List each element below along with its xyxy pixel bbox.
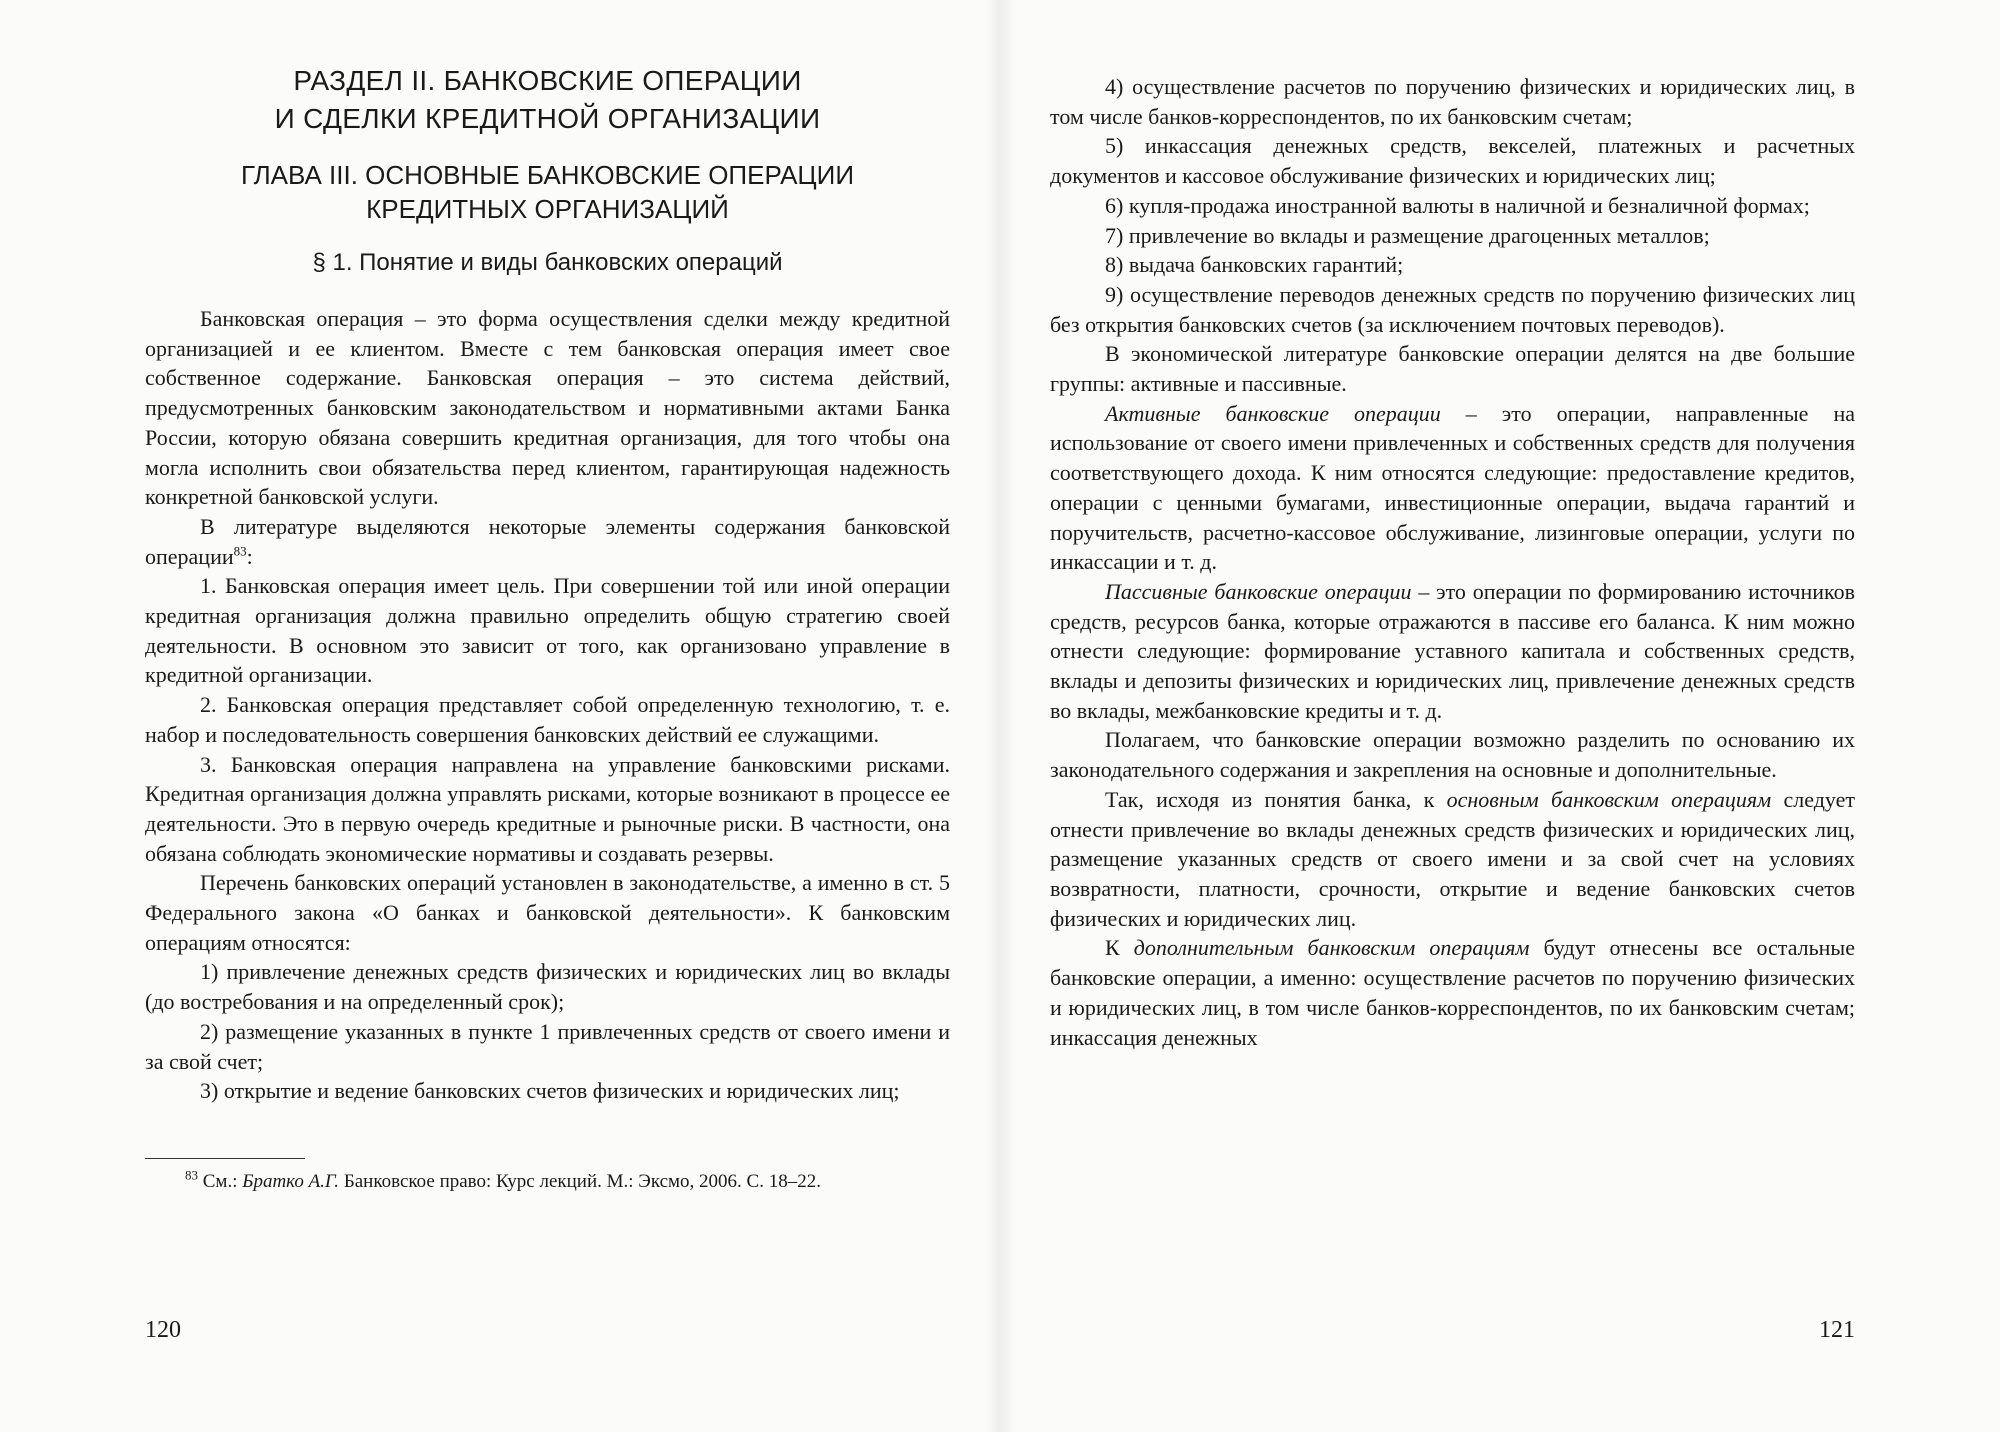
section-heading-line-2: И СДЕЛКИ КРЕДИТНОЙ ОРГАНИЗАЦИИ [274, 103, 821, 134]
list-item: 1) привлечение денежных средств физических и юридических лиц во вклады (до востребования и на определенный срок); [145, 959, 950, 1015]
list-item: 7) привлечение во вклады и размещение драгоценных металлов; [1105, 222, 1710, 248]
footnote-number: 83 [185, 1167, 198, 1183]
body-paragraph [1050, 399, 1855, 577]
page-number-left: 120 [145, 1317, 181, 1343]
body-text: – это операции, направленные на использование от своего имени привлеченных и собственных средств для получения соответствующего дохода. К ним относятся следующие: предоставление кредитов, операции с ценными бумагами, инвестиционные операции, выдача гарантий и поручительств, расчетно-кассовое обслуживание, лизинговые операции, услуги по инкассации и т. д. [1050, 400, 1855, 575]
body-paragraph [1050, 785, 1855, 934]
body-paragraph: Банковская операция – это форма осуществления сделки между кредитной организацией и ее клиентом. Вместе с тем банковская операция имеет свое собственное содержание. Банковская операция – это система действий, предусмотренных банковским законодательством и нормативными актами Банка России, которую обязана совершить кредитная организация, для того чтобы она могла исполнить свои обязательства перед клиентом, гарантирующая надежность конкретной банковской услуги. [145, 306, 950, 510]
book-gutter [985, 0, 1015, 1432]
list-item: 9) осуществление переводов денежных средств по поручению физических лиц без открытия банковских счетов (за исключением почтовых переводов). [1050, 281, 1855, 337]
list-item: 8) выдача банковских гарантий; [1105, 252, 1404, 278]
body-text: В литературе выделяются некоторые элементы содержания банковской операции [145, 513, 950, 569]
term-additional-operations: дополнительным банковским операциям [1133, 935, 1530, 961]
chapter-heading [145, 158, 950, 226]
body-paragraph: Полагаем, что банковские операции возможно разделить по основанию их законодательного содержания и закрепления на основные и дополнительные. [1050, 727, 1855, 783]
list-item: 4) осуществление расчетов по поручению физических и юридических лиц, в том числе банков-корреспондентов, по их банковским счетам; [1050, 74, 1855, 129]
body-text: будут отнесены все остальные банковские операции, а именно: осуществление расчетов по поручению физических и юридических лиц, в том числе банков-корреспондентов, по их банковским счетам; инкассация денежных [1050, 935, 1855, 1050]
list-item: 6) купля-продажа иностранной валюты в наличной и безналичной формах; [1105, 192, 1810, 218]
list-item: 2. Банковская операция представляет собой определенную технологию, т. е. набор и последовательность совершения банковских действий ее служащими. [145, 692, 950, 747]
body-text: следует отнести привлечение во вклады денежных средств физических и юридических лиц, размещение указанных средств от своего имени и за свой счет на условиях возвратности, платности, срочности, открытие и ведение банковских счетов физических и юридических лиц. [1050, 786, 1856, 931]
footnote-prefix: См.: [202, 1170, 238, 1192]
footnote-reference: 83 [233, 543, 247, 559]
term-main-operations: основным банковским операциям [1446, 786, 1772, 812]
body-text: – это операции по формированию источников средств, ресурсов банка, которые отражаются в пассиве его баланса. К ним можно отнести следующие: формирование уставного капитала и собственных средств, вклады и депозиты физических и юридических лиц, привлечение денежных средств во вклады, межбанковские кредиты и т. д. [1050, 578, 1855, 723]
body-paragraph: В экономической литературе банковские операции делятся на две большие группы: активные и пассивные. [1050, 341, 1855, 397]
body-text: К [1105, 935, 1134, 961]
section-heading [145, 62, 950, 138]
list-item: 1. Банковская операция имеет цель. При совершении той или иной операции кредитная организация должна правильно определить общую стратегию своей деятельности. В основном это зависит от того, как организовано управление в кредитной организации. [145, 573, 950, 688]
chapter-heading-line-1: ГЛАВА III. ОСНОВНЫЕ БАНКОВСКИЕ ОПЕРАЦИИ [240, 160, 855, 190]
list-item: 2) размещение указанных в пункте 1 привлеченных средств от своего имени и за свой счет; [145, 1018, 950, 1074]
list-item: 3. Банковская операция направлена на управление банковскими рисками. Кредитная организация должна управлять рисками, которые возникают в процессе ее деятельности. Это в первую очередь кредитные и рыночные риски. В частности, она обязана соблюдать экономические нормативы и создавать резервы. [145, 751, 950, 866]
footnote-divider [145, 1158, 305, 1159]
body-paragraph [145, 512, 950, 571]
footnote-text: Банковское право: Курс лекций. М.: Эксмо, 2006. С. 18–22. [343, 1170, 821, 1192]
body-paragraph [1050, 933, 1855, 1052]
term-passive-operations: Пассивные банковские операции [1105, 578, 1412, 604]
chapter-heading-line-2: КРЕДИТНЫХ ОРГАНИЗАЦИЙ [366, 194, 729, 224]
list-item: 5) инкассация денежных средств, векселей, платежных и расчетных документов и кассовое обслуживание физических и юридических лиц; [1050, 133, 1855, 189]
term-active-operations: Активные банковские операции [1105, 400, 1441, 426]
footnote [145, 1169, 950, 1195]
body-text: : [246, 543, 253, 569]
right-page [1000, 0, 2000, 1432]
footnote-author: Братко А.Г. [242, 1170, 340, 1192]
body-paragraph: Перечень банковских операций установлен в законодательстве, а именно в ст. 5 Федерального закона «О банках и банковской деятельности». К банковским операциям относятся: [145, 870, 950, 955]
body-paragraph [1050, 577, 1855, 726]
paragraph-heading: § 1. Понятие и виды банковских операций [312, 249, 783, 276]
list-item: 3) открытие и ведение банковских счетов физических и юридических лиц; [200, 1078, 900, 1104]
page-number-right: 121 [1819, 1317, 1855, 1343]
body-text: Так, исходя из понятия банка, к [1105, 786, 1447, 812]
section-heading-line-1: РАЗДЕЛ II. БАНКОВСКИЕ ОПЕРАЦИИ [293, 65, 802, 96]
